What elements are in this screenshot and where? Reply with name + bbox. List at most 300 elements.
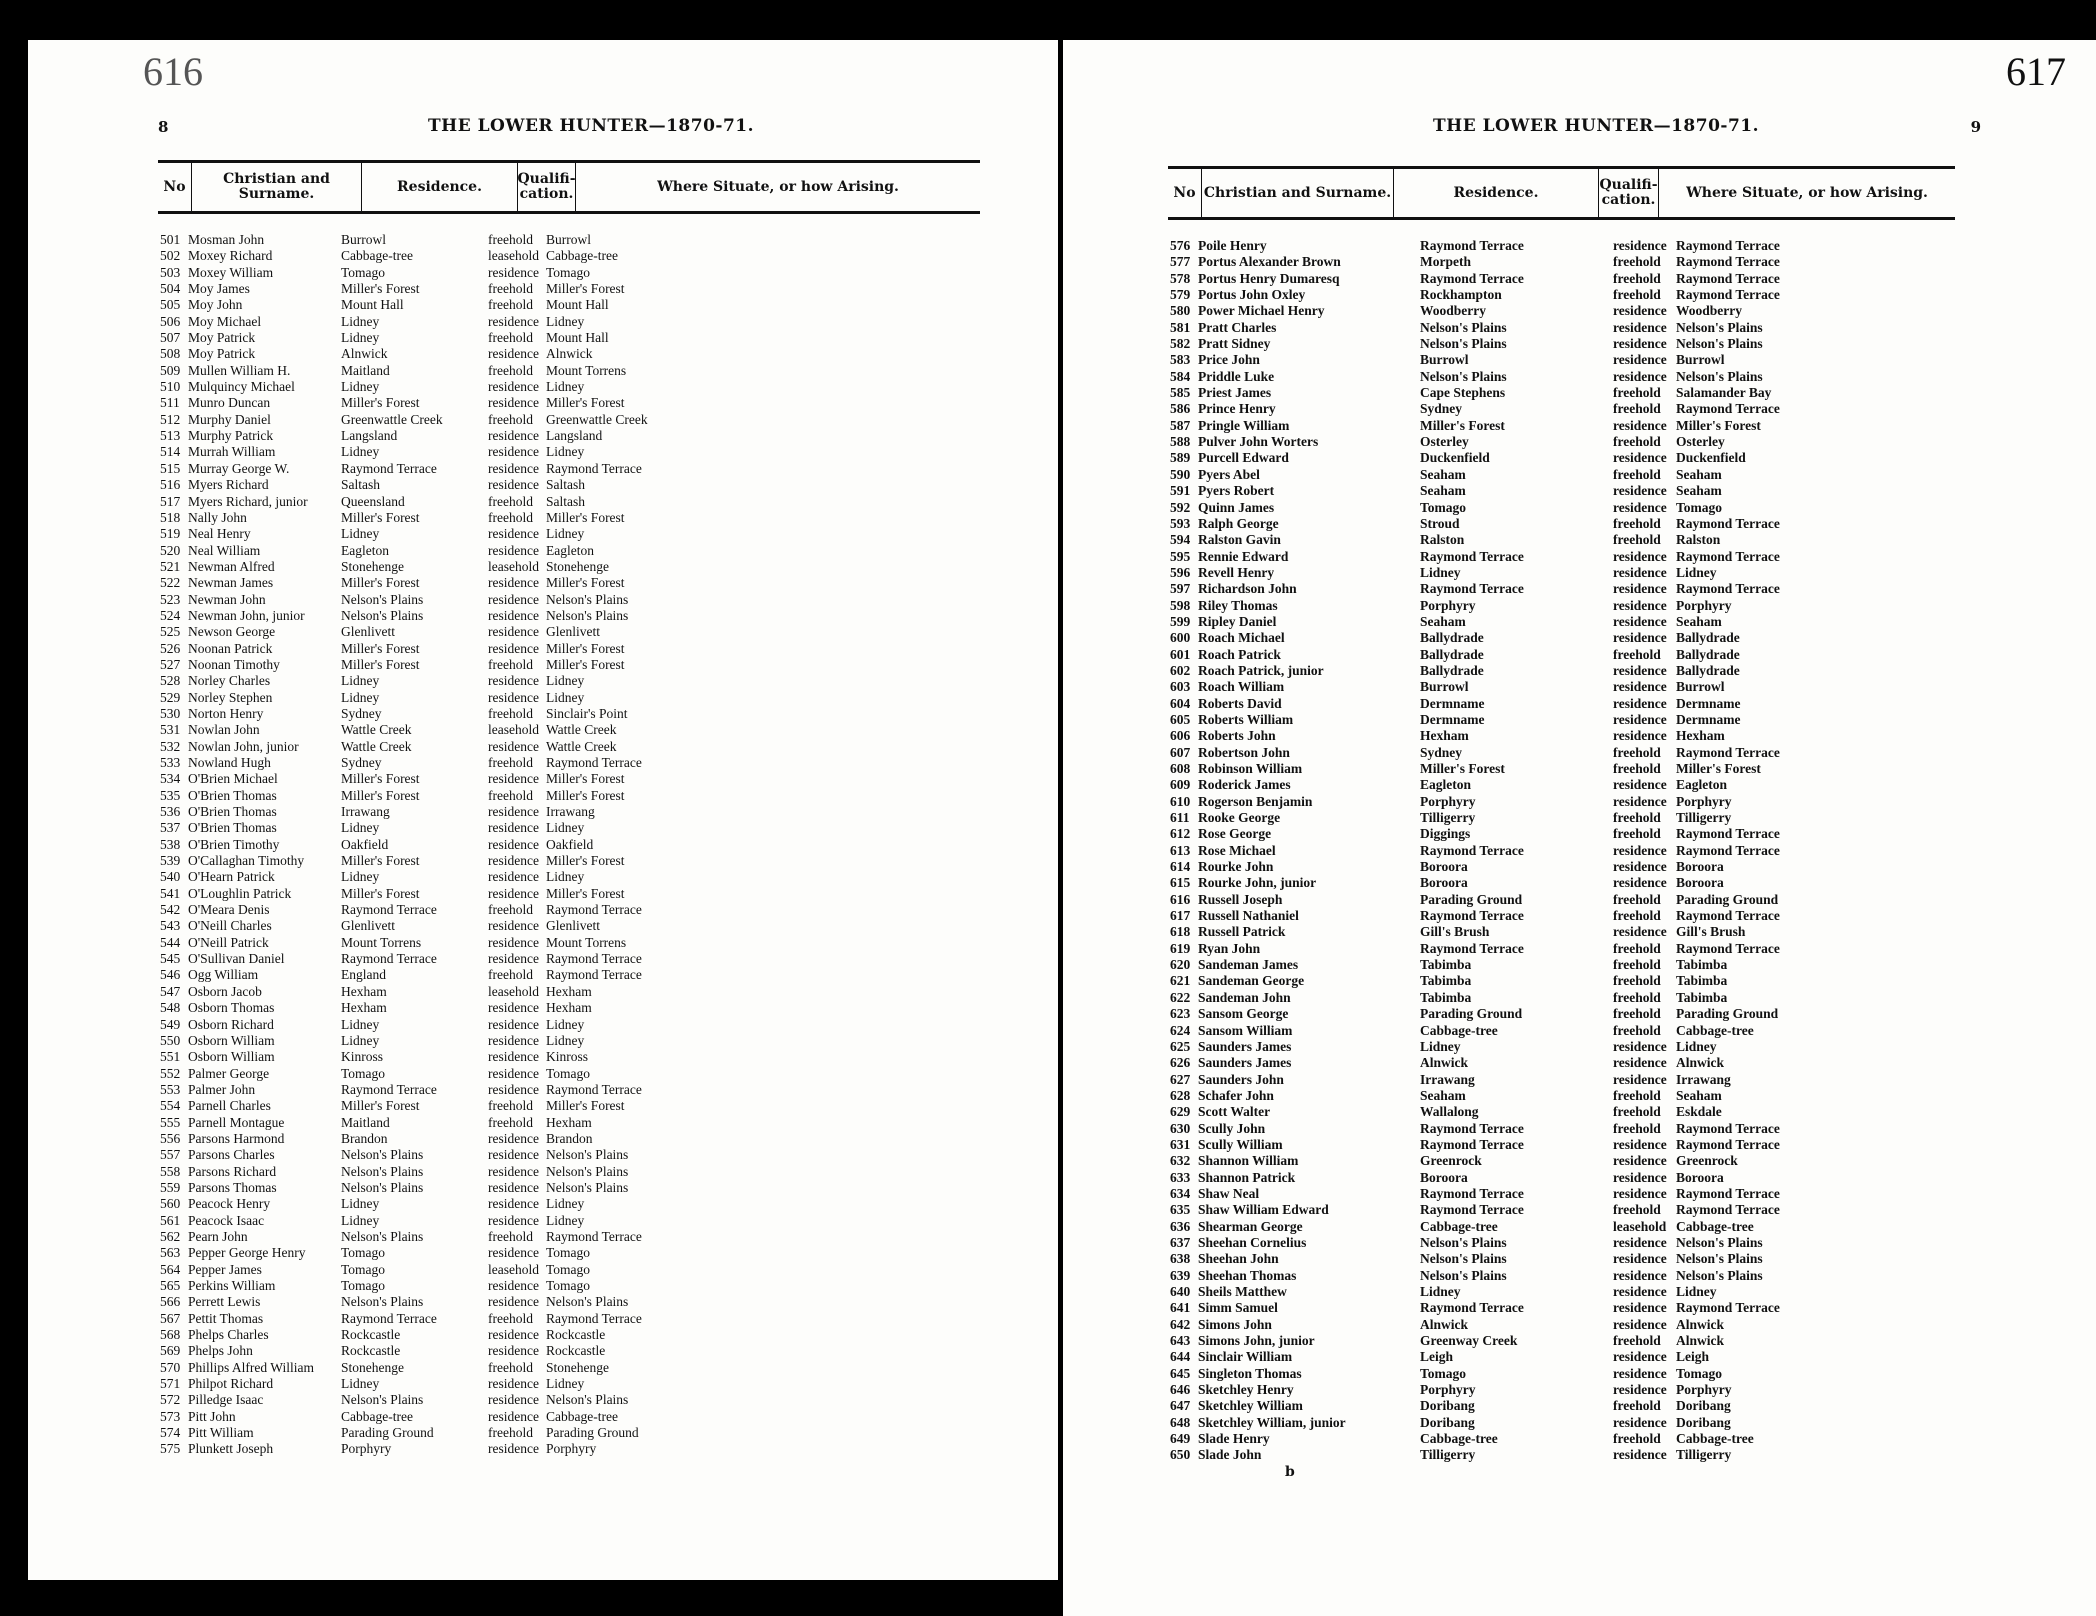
table-row bbox=[158, 1033, 980, 1049]
row-name: Norley Charles bbox=[188, 673, 271, 689]
row-qualification: residence bbox=[488, 869, 539, 885]
table-row bbox=[1168, 1039, 1955, 1055]
row-number: 553 bbox=[160, 1081, 181, 1097]
row-qualification: residence bbox=[488, 918, 539, 934]
row-where: Ballydrade bbox=[1676, 662, 1740, 678]
row-residence: Lidney bbox=[341, 444, 380, 460]
row-where: Lidney bbox=[546, 689, 585, 705]
row-number: 566 bbox=[160, 1294, 181, 1310]
row-number: 580 bbox=[1170, 303, 1191, 319]
row-number: 562 bbox=[160, 1228, 181, 1244]
header-where: Where Situate, or how Arising. bbox=[657, 178, 899, 195]
row-name: Shannon Patrick bbox=[1198, 1169, 1296, 1185]
row-qualification: residence bbox=[1613, 548, 1667, 564]
row-name: O'Neill Charles bbox=[188, 918, 272, 934]
row-number: 568 bbox=[160, 1327, 181, 1343]
row-where: Glenlivett bbox=[546, 624, 600, 640]
row-residence: Alnwick bbox=[1420, 1316, 1469, 1332]
row-where: Tabimba bbox=[1676, 957, 1728, 973]
table-row bbox=[1168, 1088, 1955, 1104]
row-where: Raymond Terrace bbox=[1676, 1202, 1780, 1218]
table-row bbox=[158, 1131, 980, 1147]
table-row bbox=[1168, 303, 1955, 319]
row-residence: Porphyry bbox=[1420, 1382, 1476, 1398]
row-residence: Porphyry bbox=[341, 1441, 392, 1457]
row-qualification: freehold bbox=[1613, 1398, 1661, 1414]
row-number: 517 bbox=[160, 493, 181, 509]
row-residence: Raymond Terrace bbox=[1420, 581, 1524, 597]
folio-number: 617 bbox=[2006, 49, 2066, 94]
column-header bbox=[1168, 166, 1955, 220]
row-qualification: residence bbox=[1613, 483, 1667, 499]
row-residence: Hexham bbox=[1420, 728, 1469, 744]
row-number: 537 bbox=[160, 820, 181, 836]
row-qualification: residence bbox=[488, 689, 539, 705]
row-where: Saltash bbox=[546, 477, 585, 493]
row-residence: Porphyry bbox=[1420, 597, 1476, 613]
table-row bbox=[158, 657, 980, 673]
row-residence: Nelson's Plains bbox=[341, 607, 424, 623]
table-row bbox=[1168, 1072, 1955, 1088]
row-number: 533 bbox=[160, 755, 181, 770]
row-name: Singleton Thomas bbox=[1198, 1365, 1302, 1381]
row-residence: Glenlivett bbox=[341, 918, 395, 934]
table-row bbox=[1168, 892, 1955, 908]
table-row bbox=[158, 837, 980, 853]
row-qualification: freehold bbox=[1613, 532, 1661, 548]
row-residence: Miller's Forest bbox=[341, 575, 420, 591]
row-where: Alnwick bbox=[1676, 1333, 1725, 1349]
row-name: Moy John bbox=[188, 297, 243, 313]
row-number: 588 bbox=[1170, 434, 1191, 450]
row-where: Raymond Terrace bbox=[1676, 1136, 1780, 1152]
row-where: Raymond Terrace bbox=[1676, 940, 1780, 956]
row-where: Rockcastle bbox=[546, 1343, 606, 1359]
folio-number: 616 bbox=[143, 49, 203, 94]
row-where: Raymond Terrace bbox=[546, 1310, 642, 1326]
row-name: Roberts John bbox=[1198, 728, 1276, 744]
row-residence: Raymond Terrace bbox=[1420, 1185, 1524, 1201]
table-row bbox=[158, 1180, 980, 1196]
row-where: Irrawang bbox=[1676, 1071, 1731, 1087]
row-number: 538 bbox=[160, 836, 181, 852]
row-residence: Raymond Terrace bbox=[341, 902, 437, 918]
row-qualification: residence bbox=[1613, 352, 1667, 368]
row-qualification: freehold bbox=[488, 967, 533, 983]
row-name: Murphy Daniel bbox=[188, 411, 271, 427]
row-residence: Cabbage-tree bbox=[341, 1408, 413, 1424]
row-residence: Tabimba bbox=[1420, 957, 1472, 973]
row-number: 512 bbox=[160, 411, 181, 427]
row-name: Osborn Jacob bbox=[188, 983, 262, 999]
table-row bbox=[158, 510, 980, 526]
row-where: Boroora bbox=[1676, 875, 1724, 891]
row-residence: Saltash bbox=[341, 477, 380, 493]
row-residence: Lidney bbox=[341, 379, 380, 395]
row-where: Porphyry bbox=[1676, 597, 1732, 613]
row-where: Ralston bbox=[1676, 532, 1721, 548]
table-row bbox=[158, 1311, 980, 1327]
row-name: O'Hearn Patrick bbox=[188, 869, 275, 885]
row-number: 640 bbox=[1170, 1284, 1191, 1299]
row-qualification: residence bbox=[1613, 1365, 1667, 1381]
row-name: Pepper James bbox=[188, 1261, 262, 1277]
row-name: Ripley Daniel bbox=[1198, 613, 1277, 629]
table-row bbox=[1168, 1219, 1955, 1235]
table-row bbox=[158, 869, 980, 885]
row-name: Saunders James bbox=[1198, 1055, 1292, 1071]
row-name: O'Neill Patrick bbox=[188, 934, 269, 950]
row-residence: Miller's Forest bbox=[341, 395, 420, 411]
row-residence: Dermname bbox=[1420, 695, 1485, 711]
row-residence: Raymond Terrace bbox=[1420, 1202, 1524, 1218]
row-number: 579 bbox=[1170, 287, 1191, 303]
row-where: Alnwick bbox=[1676, 1316, 1725, 1332]
row-qualification: residence bbox=[1613, 1382, 1667, 1398]
row-residence: Nelson's Plains bbox=[341, 1228, 424, 1244]
row-residence: Lidney bbox=[341, 869, 380, 885]
row-number: 622 bbox=[1170, 989, 1191, 1005]
row-residence: Tilligerry bbox=[1420, 810, 1476, 826]
row-number: 635 bbox=[1170, 1202, 1191, 1218]
row-number: 594 bbox=[1170, 532, 1191, 548]
table-row bbox=[1168, 941, 1955, 957]
row-qualification: freehold bbox=[1613, 940, 1661, 956]
row-number: 554 bbox=[160, 1098, 181, 1114]
table-row bbox=[158, 444, 980, 460]
row-residence: Seaham bbox=[1420, 613, 1466, 629]
row-name: Sheehan Cornelius bbox=[1198, 1234, 1307, 1250]
row-where: Tomago bbox=[1676, 1365, 1723, 1381]
row-number: 565 bbox=[160, 1278, 181, 1293]
row-qualification: residence bbox=[1613, 336, 1667, 352]
row-residence: Mount Torrens bbox=[341, 934, 422, 950]
row-residence: Raymond Terrace bbox=[1420, 270, 1524, 286]
row-where: Raymond Terrace bbox=[1676, 826, 1780, 842]
row-qualification: residence bbox=[1613, 695, 1667, 711]
row-name: Roach Michael bbox=[1198, 630, 1285, 646]
row-where: Langsland bbox=[546, 428, 603, 444]
row-name: Perrett Lewis bbox=[188, 1294, 261, 1310]
row-name: Osborn Richard bbox=[188, 1016, 274, 1032]
row-number: 626 bbox=[1170, 1055, 1191, 1071]
row-number: 510 bbox=[160, 379, 181, 395]
table-row bbox=[1168, 990, 1955, 1006]
row-residence: Seaham bbox=[1420, 466, 1466, 482]
row-name: O'Brien Michael bbox=[188, 771, 278, 787]
row-where: Tabimba bbox=[1676, 989, 1728, 1005]
table-row bbox=[158, 1376, 980, 1392]
row-residence: Sydney bbox=[1420, 744, 1463, 760]
row-residence: Lidney bbox=[341, 330, 380, 346]
row-name: Simons John, junior bbox=[1198, 1333, 1315, 1349]
row-number: 525 bbox=[160, 624, 181, 640]
row-number: 610 bbox=[1170, 793, 1191, 809]
row-qualification: freehold bbox=[488, 411, 533, 427]
row-residence: Nelson's Plains bbox=[1420, 319, 1507, 335]
row-name: Ralston Gavin bbox=[1198, 532, 1281, 548]
row-residence: Lidney bbox=[341, 1196, 380, 1212]
table-row bbox=[158, 1066, 980, 1082]
row-where: Lidney bbox=[546, 1016, 585, 1032]
row-number: 544 bbox=[160, 934, 181, 950]
row-number: 563 bbox=[160, 1245, 181, 1261]
row-qualification: residence bbox=[488, 477, 539, 493]
row-name: Moy Patrick bbox=[188, 330, 256, 346]
row-number: 524 bbox=[160, 607, 181, 623]
row-where: Hexham bbox=[546, 983, 592, 999]
row-name: Norley Stephen bbox=[188, 689, 273, 705]
row-number: 526 bbox=[160, 640, 181, 656]
row-where: Lidney bbox=[546, 869, 585, 885]
row-where: Ballydrade bbox=[1676, 646, 1740, 662]
signature-mark: b bbox=[1285, 1464, 1295, 1480]
row-number: 608 bbox=[1170, 761, 1191, 776]
table-row bbox=[158, 592, 980, 608]
row-qualification: freehold bbox=[1613, 957, 1661, 973]
row-residence: Parading Ground bbox=[1420, 891, 1523, 907]
row-residence: Stroud bbox=[1420, 515, 1460, 531]
row-name: Newman John bbox=[188, 591, 266, 607]
table-row bbox=[158, 804, 980, 820]
row-qualification: residence bbox=[488, 460, 539, 476]
table-row bbox=[158, 1147, 980, 1163]
row-number: 643 bbox=[1170, 1333, 1191, 1349]
row-name: Osborn William bbox=[188, 1032, 275, 1048]
row-where: Seaham bbox=[1676, 613, 1722, 629]
row-name: Pulver John Worters bbox=[1198, 434, 1319, 450]
row-qualification: freehold bbox=[1613, 1104, 1661, 1120]
row-number: 630 bbox=[1170, 1120, 1191, 1136]
row-name: Pratt Sidney bbox=[1198, 336, 1271, 352]
table-row bbox=[158, 1327, 980, 1343]
row-name: Philpot Richard bbox=[188, 1376, 274, 1392]
row-name: O'Brien Timothy bbox=[188, 836, 280, 852]
row-residence: Ralston bbox=[1420, 532, 1465, 548]
row-qualification: residence bbox=[488, 542, 539, 558]
row-qualification: freehold bbox=[488, 787, 533, 803]
table-row bbox=[1168, 483, 1955, 499]
row-residence: Tomago bbox=[1420, 499, 1467, 515]
row-name: Pyers Robert bbox=[1198, 483, 1275, 499]
row-qualification: residence bbox=[488, 313, 539, 329]
row-name: Slade John bbox=[1198, 1447, 1262, 1463]
row-name: Shaw William Edward bbox=[1198, 1202, 1329, 1218]
table-row bbox=[1168, 418, 1955, 434]
table-row bbox=[1168, 1415, 1955, 1431]
row-where: Cabbage-tree bbox=[546, 1408, 618, 1424]
row-where: Wattle Creek bbox=[546, 738, 617, 754]
row-where: Nelson's Plains bbox=[1676, 319, 1763, 335]
row-residence: Stonehenge bbox=[341, 1359, 404, 1375]
row-number: 607 bbox=[1170, 744, 1191, 760]
row-qualification: freehold bbox=[1613, 1120, 1661, 1136]
row-number: 564 bbox=[160, 1261, 181, 1277]
row-name: Roach Patrick, junior bbox=[1198, 662, 1324, 678]
row-qualification: freehold bbox=[1613, 646, 1661, 662]
table-row bbox=[158, 1278, 980, 1294]
row-name: Sheils Matthew bbox=[1198, 1284, 1287, 1299]
row-qualification: freehold bbox=[1613, 1022, 1661, 1038]
row-name: Ralph George bbox=[1198, 515, 1279, 531]
header-residence: Residence. bbox=[1394, 169, 1599, 217]
row-qualification: residence bbox=[488, 885, 539, 901]
row-residence: Miller's Forest bbox=[341, 640, 420, 656]
table-row bbox=[1168, 1431, 1955, 1447]
row-residence: Sydney bbox=[1420, 401, 1463, 417]
row-name: O'Loughlin Patrick bbox=[188, 885, 292, 901]
row-qualification: freehold bbox=[488, 232, 533, 247]
row-qualification: residence bbox=[1613, 662, 1667, 678]
row-residence: Parading Ground bbox=[1420, 1006, 1523, 1022]
row-qualification: residence bbox=[488, 1408, 539, 1424]
table-row bbox=[1168, 908, 1955, 924]
row-qualification: residence bbox=[1613, 924, 1667, 940]
row-number: 542 bbox=[160, 902, 181, 918]
row-qualification: residence bbox=[488, 1392, 539, 1408]
table-row bbox=[1168, 647, 1955, 663]
row-name: Russell Nathaniel bbox=[1198, 908, 1299, 924]
row-qualification: freehold bbox=[488, 1359, 533, 1375]
row-where: Mount Hall bbox=[546, 297, 609, 313]
row-qualification: residence bbox=[488, 1081, 539, 1097]
row-number: 589 bbox=[1170, 450, 1191, 466]
row-qualification: freehold bbox=[488, 493, 533, 509]
row-where: Raymond Terrace bbox=[546, 902, 642, 918]
table-row bbox=[1168, 1251, 1955, 1267]
table-row bbox=[158, 232, 980, 248]
row-qualification: residence bbox=[1613, 1316, 1667, 1332]
row-name: Norton Henry bbox=[188, 705, 264, 721]
row-qualification: residence bbox=[488, 820, 539, 836]
row-qualification: residence bbox=[488, 738, 539, 754]
row-name: Saunders John bbox=[1198, 1071, 1284, 1087]
row-residence: Eagleton bbox=[341, 542, 389, 558]
row-where: Leigh bbox=[1676, 1349, 1710, 1365]
row-qualification: freehold bbox=[488, 281, 533, 297]
row-where: Oakfield bbox=[546, 836, 594, 852]
row-where: Raymond Terrace bbox=[1676, 1300, 1780, 1316]
voter-list bbox=[1168, 238, 1955, 1464]
row-where: Miller's Forest bbox=[546, 395, 625, 411]
row-qualification: residence bbox=[488, 771, 539, 787]
voter-list bbox=[158, 232, 980, 1458]
row-number: 507 bbox=[160, 330, 181, 346]
row-number: 527 bbox=[160, 656, 181, 672]
row-qualification: freehold bbox=[1613, 891, 1661, 907]
row-number: 587 bbox=[1170, 417, 1191, 433]
table-row bbox=[158, 1262, 980, 1278]
row-name: Moxey Richard bbox=[188, 248, 273, 264]
table-row bbox=[1168, 1055, 1955, 1071]
row-where: Miller's Forest bbox=[546, 640, 625, 656]
table-row bbox=[158, 673, 980, 689]
row-residence: Stonehenge bbox=[341, 558, 404, 574]
row-residence: Nelson's Plains bbox=[341, 1294, 424, 1310]
table-row bbox=[158, 886, 980, 902]
row-residence: Miller's Forest bbox=[1420, 417, 1505, 433]
row-residence: Lidney bbox=[1420, 1284, 1461, 1299]
row-residence: Parading Ground bbox=[341, 1425, 434, 1441]
row-name: Nowlan John bbox=[188, 722, 260, 738]
row-where: Alnwick bbox=[546, 346, 593, 362]
table-row bbox=[158, 1343, 980, 1359]
row-name: Power Michael Henry bbox=[1198, 303, 1325, 319]
row-qualification: residence bbox=[488, 951, 539, 967]
row-where: Doribang bbox=[1676, 1414, 1731, 1430]
row-where: Raymond Terrace bbox=[1676, 744, 1780, 760]
row-residence: Mount Hall bbox=[341, 297, 404, 313]
row-name: Nowland Hugh bbox=[188, 755, 271, 770]
table-row bbox=[1168, 1121, 1955, 1137]
row-residence: Maitland bbox=[341, 1114, 390, 1130]
row-qualification: residence bbox=[1613, 1234, 1667, 1250]
row-where: Sinclair's Point bbox=[546, 705, 628, 721]
row-where: Duckenfield bbox=[1676, 450, 1746, 466]
row-residence: Miller's Forest bbox=[341, 656, 420, 672]
row-qualification: residence bbox=[488, 1065, 539, 1081]
row-qualification: residence bbox=[1613, 1300, 1667, 1316]
row-name: Shearman George bbox=[1198, 1218, 1303, 1234]
row-name: Scully William bbox=[1198, 1136, 1283, 1152]
row-name: Riley Thomas bbox=[1198, 597, 1278, 613]
row-where: Raymond Terrace bbox=[1676, 270, 1780, 286]
row-number: 575 bbox=[160, 1441, 181, 1457]
row-where: Dermname bbox=[1676, 695, 1741, 711]
row-qualification: residence bbox=[1613, 581, 1667, 597]
row-where: Raymond Terrace bbox=[546, 755, 642, 770]
row-name: Parsons Richard bbox=[188, 1163, 277, 1179]
row-number: 591 bbox=[1170, 483, 1191, 499]
row-name: Newman Alfred bbox=[188, 558, 275, 574]
table-row bbox=[158, 1360, 980, 1376]
row-number: 599 bbox=[1170, 613, 1191, 629]
row-qualification: freehold bbox=[488, 1228, 533, 1244]
row-number: 590 bbox=[1170, 466, 1191, 482]
table-row bbox=[1168, 581, 1955, 597]
row-name: Priest James bbox=[1198, 385, 1272, 401]
row-number: 516 bbox=[160, 477, 181, 493]
row-name: Neal William bbox=[188, 542, 261, 558]
row-residence: Alnwick bbox=[1420, 1055, 1469, 1071]
row-number: 601 bbox=[1170, 646, 1191, 662]
table-row bbox=[158, 1425, 980, 1441]
row-number: 552 bbox=[160, 1065, 181, 1081]
table-row bbox=[1168, 761, 1955, 777]
row-name: Rourke John, junior bbox=[1198, 875, 1317, 891]
row-where: Salamander Bay bbox=[1676, 385, 1772, 401]
row-residence: Eagleton bbox=[1420, 777, 1472, 793]
row-where: Tomago bbox=[546, 1065, 591, 1081]
row-residence: Tabimba bbox=[1420, 973, 1472, 989]
row-residence: Gill's Brush bbox=[1420, 924, 1490, 940]
row-number: 616 bbox=[1170, 891, 1191, 907]
row-where: Miller's Forest bbox=[1676, 417, 1761, 433]
row-residence: Greenrock bbox=[1420, 1153, 1482, 1169]
row-qualification: residence bbox=[488, 1294, 539, 1310]
row-qualification: leasehold bbox=[488, 1261, 539, 1277]
row-where: Raymond Terrace bbox=[546, 951, 642, 967]
table-row bbox=[1168, 271, 1955, 287]
table-row bbox=[158, 1115, 980, 1131]
row-qualification: residence bbox=[488, 607, 539, 623]
table-row bbox=[158, 1049, 980, 1065]
row-number: 573 bbox=[160, 1408, 181, 1424]
row-number: 603 bbox=[1170, 679, 1191, 695]
row-residence: Nelson's Plains bbox=[341, 591, 424, 607]
row-number: 534 bbox=[160, 771, 181, 787]
row-where: Miller's Forest bbox=[546, 1098, 625, 1114]
